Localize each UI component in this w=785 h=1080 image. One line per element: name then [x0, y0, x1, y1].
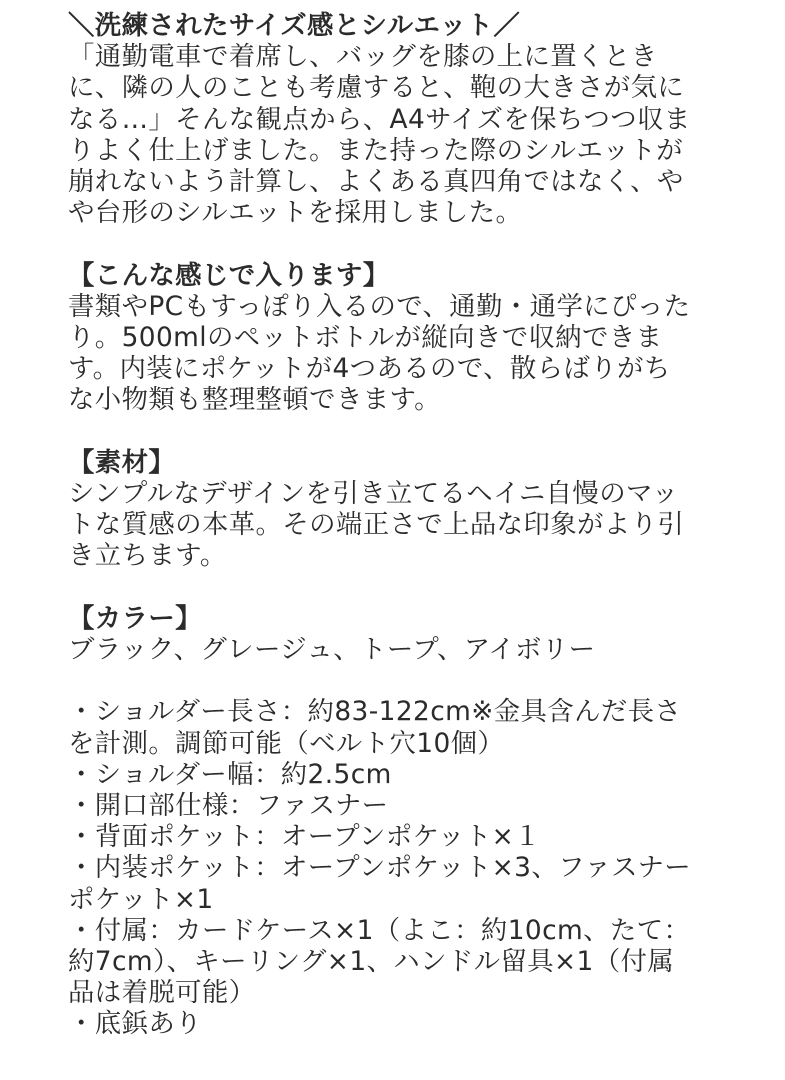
section-colors — [68, 603, 737, 665]
section-heading: 【カラー】 — [68, 602, 202, 634]
section-material — [68, 447, 737, 572]
body-line: ブラック、グレージュ、トープ、アイボリー — [68, 634, 596, 666]
description-text — [68, 10, 737, 1040]
spec-line: ・付属：カードケース×1（よこ：約10cm、たて： — [68, 914, 691, 946]
section-heading: 【素材】 — [68, 446, 176, 478]
spec-line: 約7cm）、キーリング×1、ハンドル留具×1（付属 — [68, 946, 675, 978]
spec-list — [68, 696, 737, 1039]
body-line: シンプルなデザインを引き立てるヘイニ自慢のマッ — [68, 478, 679, 510]
section-heading: 【こんな感じで入ります】 — [68, 259, 390, 291]
spacer — [68, 416, 737, 447]
spec-line: ・開口部仕様：ファスナー — [68, 790, 389, 822]
body-line: に、隣の人のことも考慮すると、鞄の大きさが気に — [68, 72, 685, 104]
spec-line: ・内装ポケット：オープンポケット×3、ファスナー — [68, 852, 692, 884]
spacer — [68, 665, 737, 696]
section-size-silhouette — [68, 10, 737, 228]
body-line: なる…」そんな観点から、A4サイズを保ちつつ収ま — [68, 103, 691, 135]
spacer — [68, 572, 737, 603]
spacer — [68, 228, 737, 259]
spec-line: ・ショルダー長さ：約83-122cm※金具含んだ長さ — [68, 696, 682, 728]
body-line: りよく仕上げました。また持った際のシルエットが — [68, 134, 683, 166]
body-line: 崩れないよう計算し、よくある真四角ではなく、や — [68, 166, 684, 198]
spec-line: ・底鋲あり — [68, 1008, 202, 1040]
body-line: す。内装にポケットが4つあるので、散らばりがち — [68, 353, 671, 385]
body-line: 「通勤電車で着席し、バッグを膝の上に置くとき — [68, 41, 658, 73]
spec-line: ポケット×1 — [68, 883, 214, 915]
spec-line: 品は着脱可能） — [68, 977, 256, 1009]
section-capacity — [68, 260, 737, 416]
section-heading: ＼洗練されたサイズ感とシルエット／ — [68, 10, 521, 41]
body-line: や台形のシルエットを採用しました。 — [68, 197, 523, 229]
spec-line: ・背面ポケット：オープンポケット×１ — [68, 821, 541, 853]
spec-line: ・ショルダー幅：約2.5cm — [68, 758, 392, 790]
body-line: き立ちます。 — [68, 540, 227, 572]
body-line: な小物類も整理整頓できます。 — [68, 384, 441, 416]
body-line: り。500mlのペットボトルが縦向きで収納できま — [68, 322, 663, 354]
body-line: トな質感の本革。その端正さで上品な印象がより引 — [68, 509, 685, 541]
body-line: 書類やPCもすっぽり入るので、通勤・通学にぴった — [68, 290, 691, 322]
spec-line: を計測。調節可能（ベルト穴10個） — [68, 727, 505, 759]
